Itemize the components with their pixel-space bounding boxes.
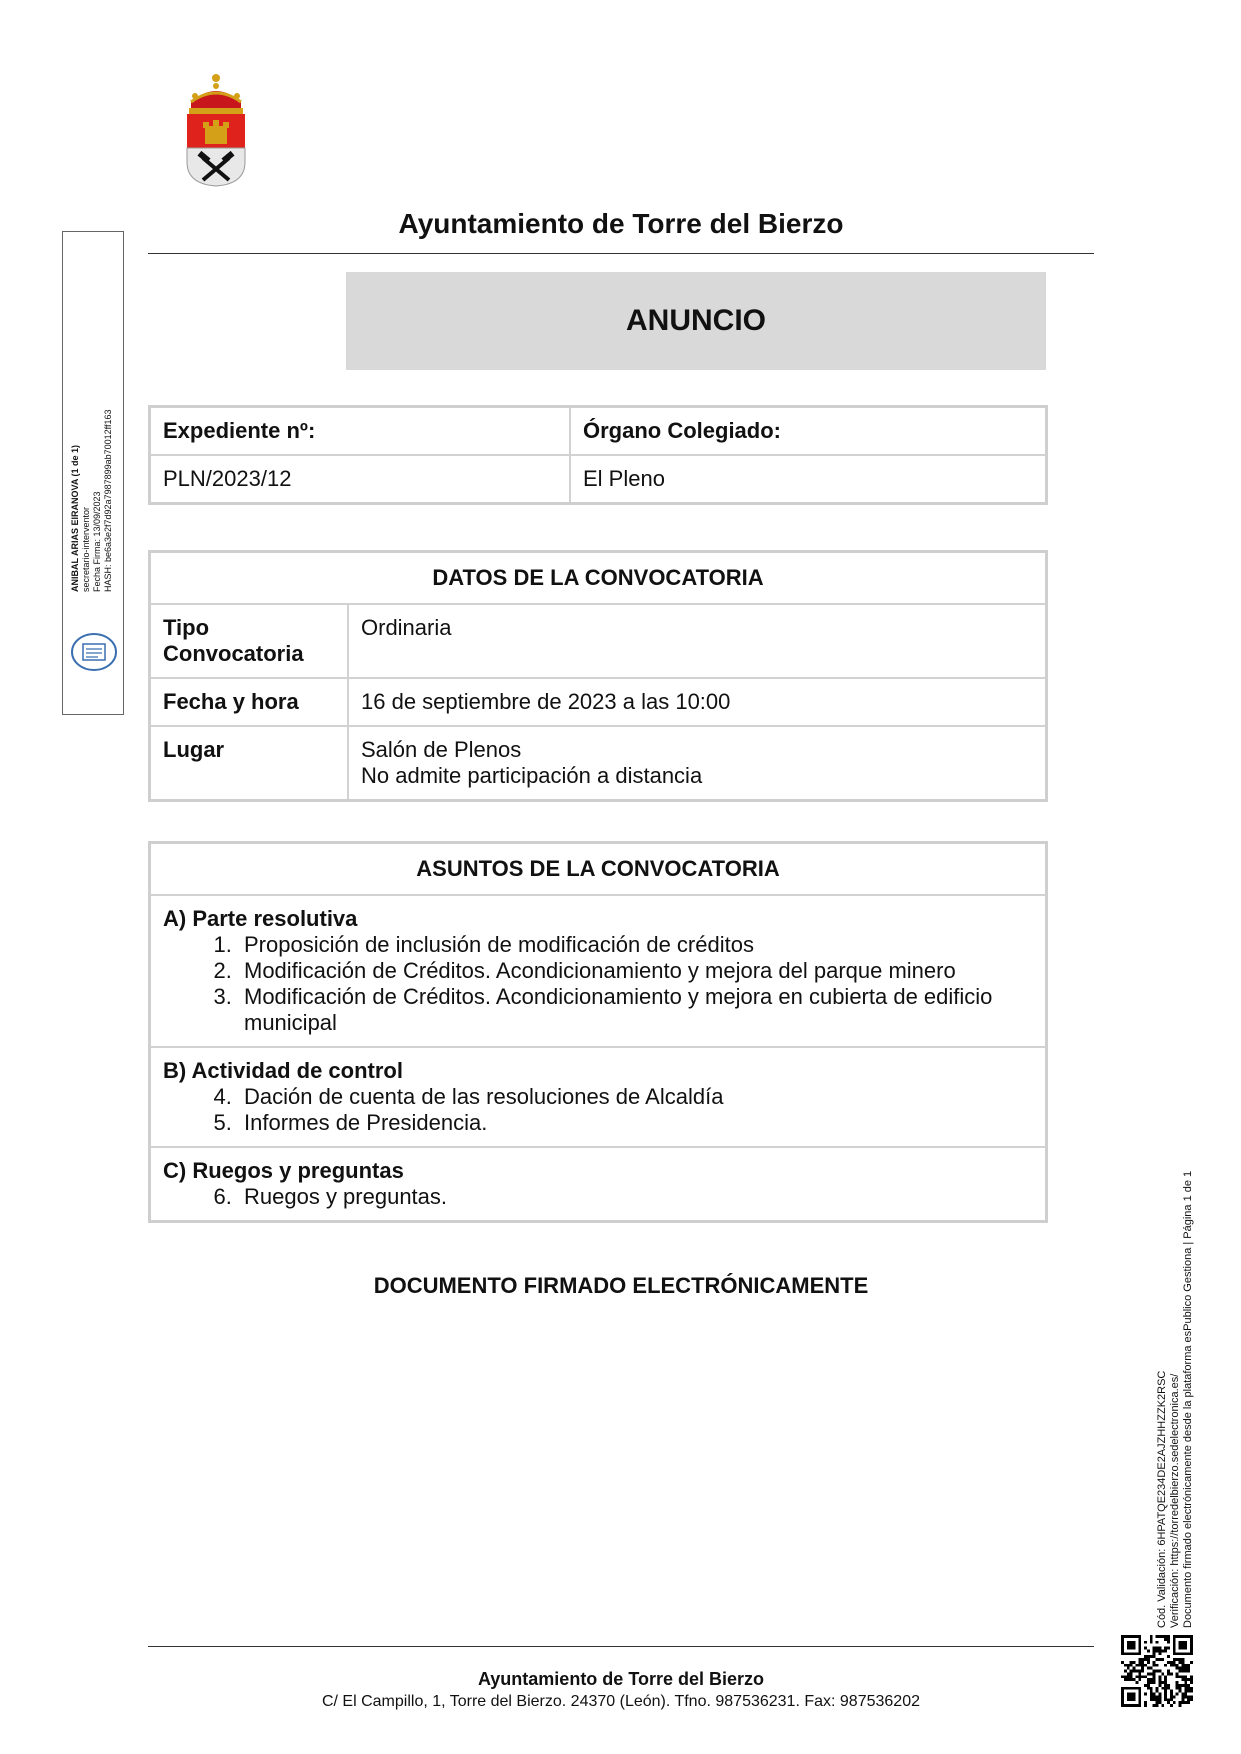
agenda-item: 1. Proposición de inclusión de modificación de créditos — [238, 932, 1033, 958]
lugar-value — [348, 726, 1047, 801]
tipo-label: Tipo Convocatoria — [150, 604, 349, 678]
validation-code: Cód. Validación: 6HPATQE234DE2AJZHHZZK2RSC — [1156, 1370, 1168, 1628]
signer-name: ANIBAL ARIAS EIRANOVA (1 de 1) — [70, 444, 80, 592]
expediente-value: PLN/2023/12 — [150, 455, 571, 504]
agenda-section-c — [150, 1147, 1047, 1222]
agenda-section-title: B) Actividad de control — [163, 1058, 403, 1083]
electronic-signature-note: DOCUMENTO FIRMADO ELECTRÓNICAMENTE — [373, 1273, 869, 1298]
agenda-list — [163, 1184, 1033, 1210]
expediente-label: Expediente nº: — [150, 407, 571, 456]
qr-code-icon — [1121, 1635, 1193, 1707]
platform-note: Documento firmado electrónicamente desde la plataforma esPublico Gestiona | Página 1 de 1 — [1182, 1170, 1194, 1628]
agenda-section-title: A) Parte resolutiva — [163, 906, 358, 931]
coat-of-arms-logo — [183, 72, 249, 188]
agenda-list — [163, 1084, 1033, 1136]
agenda-title: ASUNTOS DE LA CONVOCATORIA — [150, 843, 1047, 896]
signature-hash: HASH: be6a3e2f7d92a7987899ab70012ff163 — [103, 409, 113, 592]
announcement-banner — [346, 272, 1046, 370]
fecha-label: Fecha y hora — [150, 678, 349, 726]
signature-date: Fecha Firma: 13/09/2023 — [92, 491, 102, 592]
verification-url[interactable]: Verificación: https://torredelbierzo.sedelectronica.es/ — [1169, 1373, 1181, 1628]
expediente-table — [148, 405, 1048, 505]
lugar-line-1: Salón de Plenos — [361, 737, 522, 762]
agenda-table — [148, 841, 1048, 1223]
announcement-title: ANUNCIO — [626, 304, 766, 337]
agenda-item: 6. Ruegos y preguntas. — [238, 1184, 1033, 1210]
signature-seal-icon — [71, 632, 117, 672]
footer-address: C/ El Campillo, 1, Torre del Bierzo. 24370 (León). Tfno. 987536231. Fax: 987536202 — [321, 1693, 920, 1710]
municipality-title: Ayuntamiento de Torre del Bierzo — [398, 208, 844, 239]
agenda-list — [163, 932, 1033, 1036]
agenda-section-b — [150, 1047, 1047, 1147]
convocatoria-data-table — [148, 550, 1048, 802]
tipo-value: Ordinaria — [348, 604, 1047, 678]
lugar-line-2: No admite participación a distancia — [361, 763, 703, 788]
footer-divider — [148, 1646, 1094, 1647]
signer-role: secretario-interventor — [81, 506, 91, 592]
agenda-item: 5. Informes de Presidencia. — [238, 1110, 1033, 1136]
organo-label: Órgano Colegiado: — [570, 407, 1047, 456]
agenda-item: 2. Modificación de Créditos. Acondicionamiento y mejora del parque minero — [238, 958, 1033, 984]
agenda-section-a — [150, 895, 1047, 1047]
lugar-label: Lugar — [150, 726, 349, 801]
convocatoria-data-title: DATOS DE LA CONVOCATORIA — [150, 552, 1047, 605]
organo-value: El Pleno — [570, 455, 1047, 504]
fecha-value: 16 de septiembre de 2023 a las 10:00 — [348, 678, 1047, 726]
footer-municipality: Ayuntamiento de Torre del Bierzo — [477, 1669, 765, 1689]
agenda-item: 4. Dación de cuenta de las resoluciones de Alcaldía — [238, 1084, 1033, 1110]
agenda-section-title: C) Ruegos y preguntas — [163, 1158, 404, 1183]
agenda-item: 3. Modificación de Créditos. Acondicionamiento y mejora en cubierta de edificio municipal — [238, 984, 1033, 1036]
header-divider — [148, 253, 1094, 254]
